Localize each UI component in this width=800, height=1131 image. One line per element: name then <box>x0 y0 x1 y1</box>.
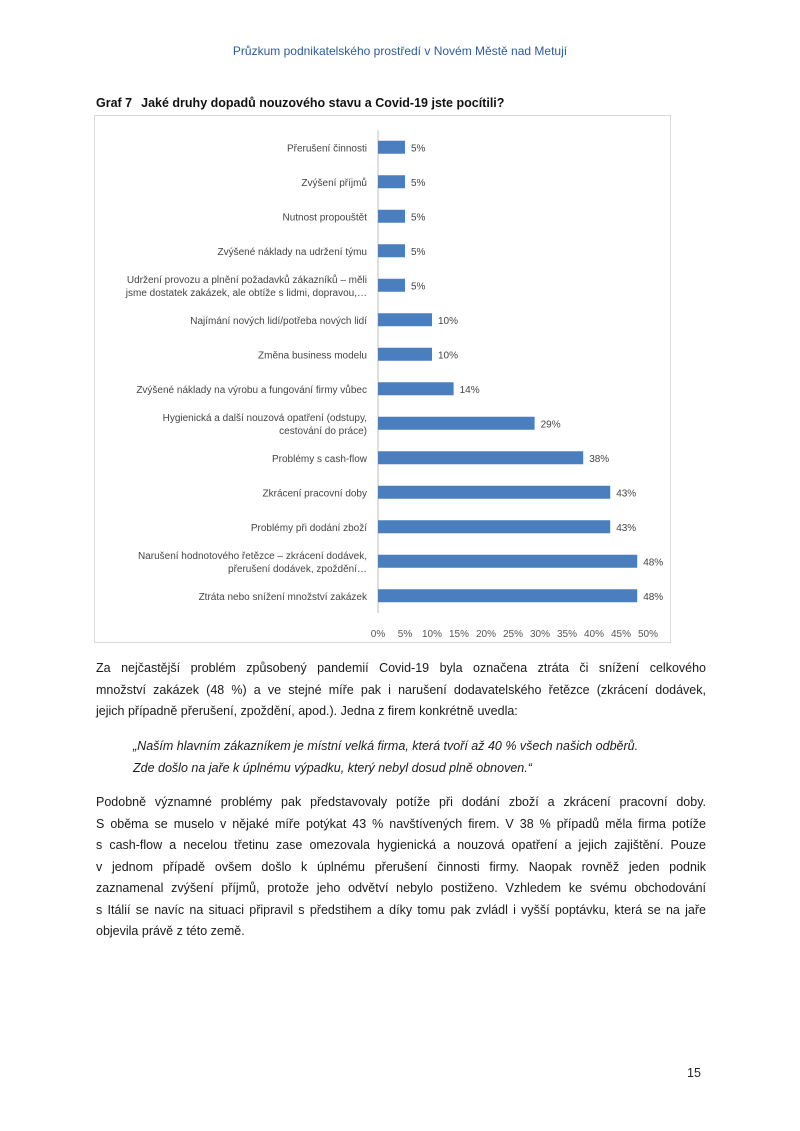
data-label: 5% <box>411 177 426 189</box>
bar <box>378 244 405 257</box>
chart-canvas <box>95 116 672 644</box>
x-tick-label: 25% <box>502 629 524 640</box>
data-label: 14% <box>459 384 480 396</box>
paragraph-analysis-line: s Itálií se navíc na situaci připravil s předstihem a díky tomu pak zvládl i vyšší poptávku, která se na jaře <box>96 902 706 917</box>
x-tick-label: 15% <box>448 629 470 640</box>
category-label: Narušení hodnotového řetězce – zkrácení dodávek, <box>137 550 367 562</box>
running-header: Průzkum podnikatelského prostředí v Novém Městě nad Metují <box>232 44 568 58</box>
category-label: Hygienická a další nouzová opatření (odstupy, <box>162 412 367 424</box>
x-tick-label: 50% <box>637 629 659 640</box>
bar <box>378 520 610 533</box>
paragraph-intro-line: Za nejčastější problém způsobený pandemií Covid-19 byla označena ztráta či snížení celkového <box>96 661 706 675</box>
paragraph-analysis-line: S oběma se muselo v nějaké míře potýkat 43 % navštívených firem. V 38 % případů měla firma potíže <box>96 816 706 831</box>
category-label: Nutnost propouštět <box>282 212 367 224</box>
bar <box>378 313 432 326</box>
paragraph-intro-line: množství zakázek (48 %) a ve stejné míře pak i narušení dodavatelského řetězce (zkrácení dodávek, <box>96 682 706 697</box>
company-quote <box>133 736 703 779</box>
data-label: 48% <box>643 557 664 569</box>
paragraph-analysis-line: v jednom případě ovšem došlo k úplnému přerušení činnosti firmy. Naopak rovněž jeden podnik <box>96 859 706 874</box>
paragraph-analysis <box>96 792 706 943</box>
data-label: 29% <box>540 419 561 431</box>
data-label: 38% <box>589 453 610 465</box>
category-label: Problémy s cash-flow <box>271 453 367 465</box>
bar-chart <box>94 115 671 643</box>
data-label: 5% <box>411 212 426 224</box>
category-label: cestování do práce) <box>279 425 367 437</box>
data-label: 10% <box>438 315 459 327</box>
category-label: Zvýšené náklady na výrobu a fungování firmy vůbec <box>136 384 367 396</box>
category-label: jsme dostatek zakázek, ale obtíže s lidmi, dopravou,… <box>125 287 367 299</box>
x-tick-label: 45% <box>610 629 632 640</box>
paragraph-analysis-line: s cash-flow a necelou třetinu zase omezovala hygienická a nouzová opatření a jejich zajištění. Pouze <box>96 838 706 852</box>
quote-line: „Naším hlavním zákazníkem je místní velká firma, která tvoří až 40 % všech našich odběrů. <box>133 739 639 753</box>
bar <box>378 279 405 292</box>
bar <box>378 348 432 361</box>
category-label: přerušení dodávek, zpoždění… <box>228 563 367 575</box>
bar <box>378 141 405 154</box>
x-tick-label: 35% <box>556 629 578 640</box>
x-tick-label: 5% <box>397 629 413 640</box>
bar <box>378 451 583 464</box>
category-label: Problémy při dodání zboží <box>250 522 367 534</box>
category-label: Najímání nových lidí/potřeba nových lidí <box>190 315 367 327</box>
category-label: Zkrácení pracovní doby <box>262 488 367 500</box>
x-tick-label: 0% <box>370 629 386 640</box>
paragraph-intro <box>96 658 706 723</box>
figure-number: Graf 7 <box>96 96 133 110</box>
category-label: Zvýšené náklady na udržení týmu <box>217 246 367 258</box>
data-label: 5% <box>411 281 426 293</box>
bar <box>378 555 637 568</box>
data-label: 48% <box>643 591 664 603</box>
category-label: Změna business modelu <box>258 350 367 362</box>
category-label: Přerušení činnosti <box>286 143 367 155</box>
paragraph-intro-line: jejich případně přerušení, zpoždění, apod.). Jedna z firem konkrétně uvedla: <box>96 704 518 718</box>
bar <box>378 417 535 430</box>
category-label: Ztráta nebo snížení množství zakázek <box>198 591 367 603</box>
paragraph-analysis-line: objevila právě z této země. <box>96 924 245 938</box>
x-tick-label: 40% <box>583 629 605 640</box>
x-tick-label: 10% <box>421 629 443 640</box>
data-label: 43% <box>616 522 637 534</box>
bar <box>378 589 637 602</box>
x-tick-label: 30% <box>529 629 551 640</box>
bar <box>378 382 454 395</box>
category-label: Zvýšení příjmů <box>301 177 367 189</box>
bar <box>378 210 405 223</box>
bar <box>378 486 610 499</box>
paragraph-analysis-line: Podobně významné problémy pak představovaly potíže při dodání zboží a zkrácení pracovní doby. <box>96 795 706 809</box>
figure-title: Jaké druhy dopadů nouzového stavu a Covid-19 jste pocítili? <box>141 96 505 110</box>
quote-line: Zde došlo na jaře k úplnému výpadku, který nebyl dosud plně obnoven.“ <box>133 760 532 775</box>
data-label: 5% <box>411 143 426 155</box>
data-label: 43% <box>616 488 637 500</box>
page-number: 15 <box>687 1066 701 1080</box>
x-tick-label: 20% <box>475 629 497 640</box>
data-label: 10% <box>438 350 459 362</box>
category-label: Udržení provozu a plnění požadavků zákazníků – měli <box>126 274 367 286</box>
paragraph-analysis-line: zaznamenal zvýšení příjmů, protože jeho odvětví nebylo postiženo. Vzhledem ke svému obchodování <box>96 881 706 895</box>
data-label: 5% <box>411 246 426 258</box>
figure-caption <box>96 96 504 110</box>
bar <box>378 175 405 188</box>
